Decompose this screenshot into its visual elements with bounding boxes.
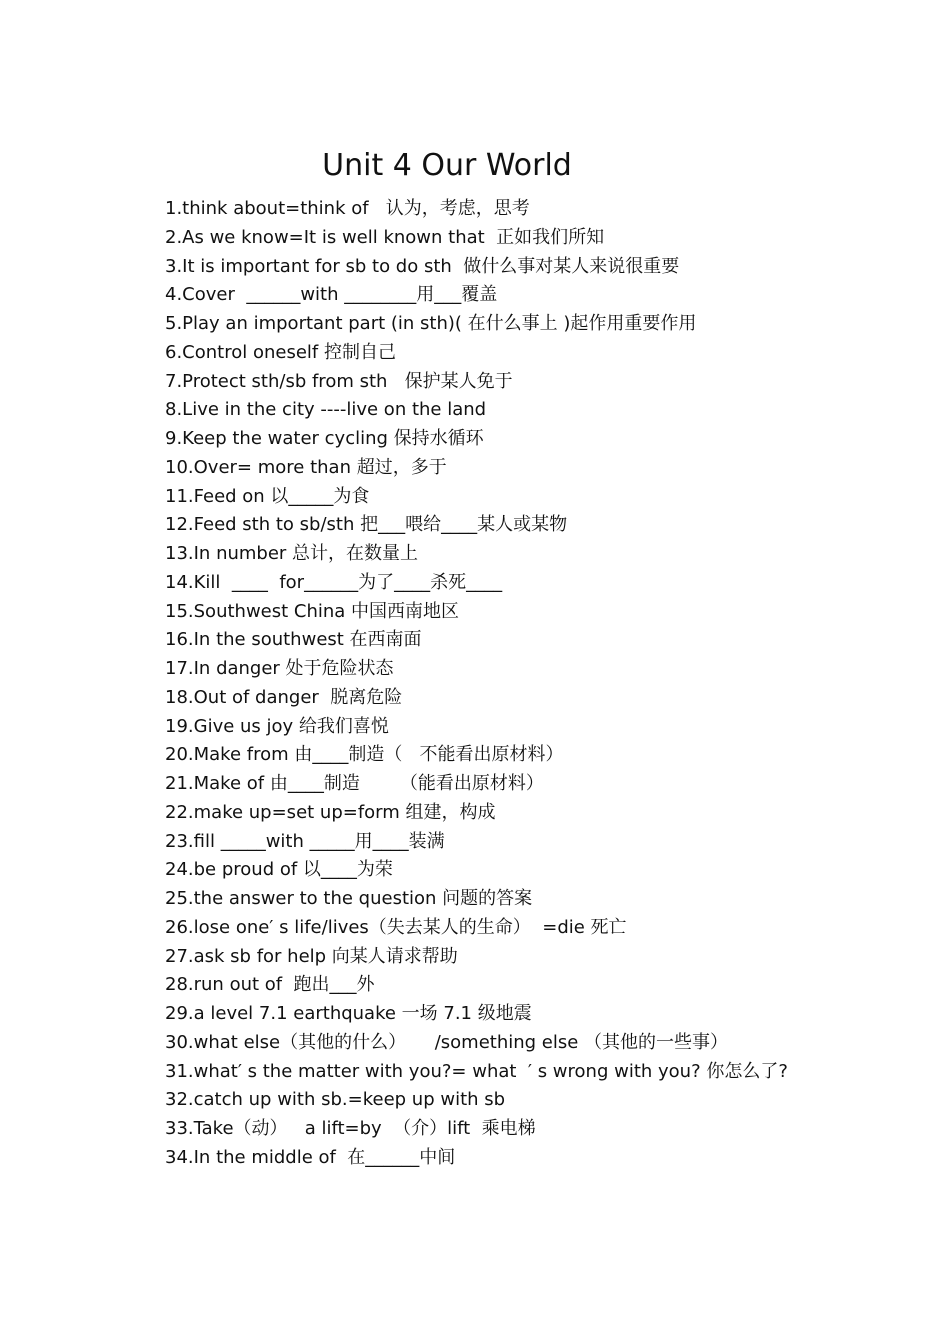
phrase-item: 1.think about=think of 认为，考虑，思考 bbox=[165, 198, 530, 219]
phrase-item: 8.Live in the city ----live on the land bbox=[165, 399, 487, 421]
phrase-item: 22.make up=set up=form 组建，构成 bbox=[165, 801, 496, 823]
phrase-item: 24.be proud of 以____为荣 bbox=[165, 859, 393, 881]
phrase-item: 25.the answer to the question 问题的答案 bbox=[165, 888, 533, 909]
phrase-item: 21.Make of 由____制造 （能看出原材料） bbox=[165, 773, 544, 794]
phrase-item: 28.run out of 跑出___外 bbox=[165, 974, 375, 996]
phrase-item: 9.Keep the water cycling 保持水循环 bbox=[165, 428, 484, 449]
phrase-item: 31.what′ s the matter with you?= what ′ s wrong with you? 你怎么了? bbox=[165, 1060, 788, 1082]
phrase-item: 33.Take（动） a lift=by （介）lift 乘电梯 bbox=[165, 1118, 536, 1139]
phrase-item: 34.In the middle of 在______中间 bbox=[165, 1146, 456, 1168]
phrase-item: 15.Southwest China 中国西南地区 bbox=[165, 600, 460, 622]
phrase-item: 14.Kill ____ for______为了____杀死____ bbox=[165, 571, 503, 593]
phrase-item: 16.In the southwest 在西南面 bbox=[165, 629, 422, 651]
page-title: Unit 4 Our World bbox=[322, 148, 572, 183]
phrase-item: 10.Over= more than 超过，多于 bbox=[165, 456, 447, 478]
phrase-item: 3.It is important for sb to do sth 做什么事对某人来说很重要 bbox=[165, 255, 680, 277]
phrase-item: 20.Make from 由____制造（ 不能看出原材料） bbox=[165, 744, 564, 766]
phrase-item: 29.a level 7.1 earthquake 一场 7.1 级地震 bbox=[165, 1003, 532, 1024]
phrase-item: 30.what else（其他的什么） /something else （其他的一些事） bbox=[165, 1031, 729, 1053]
phrase-item: 13.In number 总计，在数量上 bbox=[165, 543, 419, 564]
phrase-item: 7.Protect sth/sb from sth 保护某人免于 bbox=[165, 370, 513, 392]
phrase-list bbox=[165, 195, 795, 1173]
phrase-item: 26.lose one′ s life/lives（失去某人的生命） =die 死亡 bbox=[165, 916, 627, 938]
phrase-item: 18.Out of danger 脱离危险 bbox=[165, 686, 403, 708]
phrase-item: 5.Play an important part (in sth)( 在什么事上 )起作用重要作用 bbox=[165, 313, 697, 334]
phrase-item: 27.ask sb for help 向某人请求帮助 bbox=[165, 945, 458, 967]
phrase-item: 17.In danger 处于危险状态 bbox=[165, 658, 394, 679]
phrase-item: 11.Feed on 以_____为食 bbox=[165, 485, 370, 507]
phrase-item: 19.Give us joy 给我们喜悦 bbox=[165, 715, 389, 737]
phrase-item: 4.Cover ______with ________用___覆盖 bbox=[165, 284, 498, 306]
phrase-item: 23.fill _____with _____用____装满 bbox=[165, 830, 445, 852]
phrase-item: 6.Control oneself 控制自己 bbox=[165, 341, 396, 363]
phrase-item: 12.Feed sth to sb/sth 把___喂给____某人或某物 bbox=[165, 514, 568, 536]
phrase-item: 2.As we know=It is well known that 正如我们所知 bbox=[165, 226, 605, 248]
phrase-item: 32.catch up with sb.=keep up with sb bbox=[165, 1089, 506, 1111]
